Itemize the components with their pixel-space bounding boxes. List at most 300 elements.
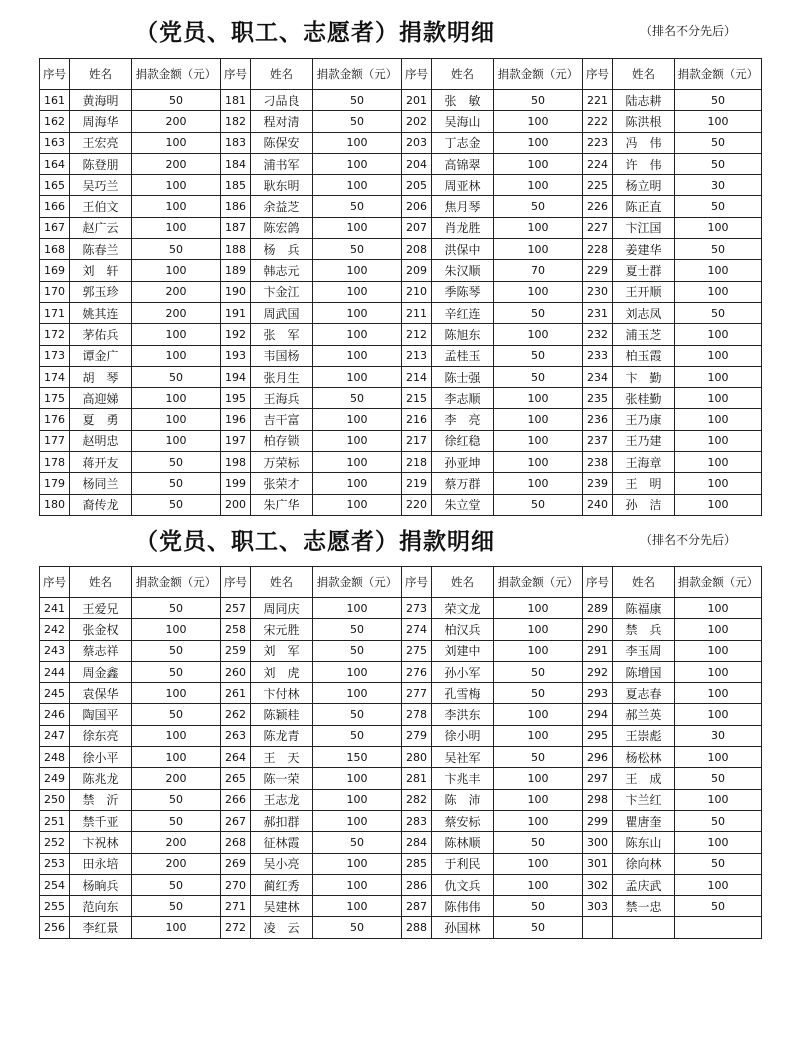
amount-cell: 50 bbox=[313, 388, 402, 409]
name-cell: 孙 洁 bbox=[613, 494, 675, 515]
amount-cell: 100 bbox=[494, 874, 583, 895]
table-row bbox=[40, 345, 762, 366]
serial-number-cell: 198 bbox=[221, 452, 251, 473]
serial-number-cell: 267 bbox=[221, 810, 251, 831]
serial-number-cell: 281 bbox=[402, 768, 432, 789]
serial-number-cell: 201 bbox=[402, 90, 432, 111]
name-cell: 冯 伟 bbox=[613, 132, 675, 153]
name-cell: 韩志元 bbox=[251, 260, 313, 281]
amount-cell: 50 bbox=[313, 704, 402, 725]
serial-number-cell: 266 bbox=[221, 789, 251, 810]
amount-cell: 50 bbox=[313, 239, 402, 260]
name-cell: 孙国林 bbox=[432, 917, 494, 938]
amount-cell: 50 bbox=[313, 832, 402, 853]
amount-cell: 100 bbox=[313, 324, 402, 345]
table-row bbox=[40, 725, 762, 746]
name-cell: 肖龙胜 bbox=[432, 217, 494, 238]
amount-cell: 200 bbox=[132, 302, 221, 323]
serial-number-cell: 290 bbox=[583, 619, 613, 640]
name-cell: 朱汉顺 bbox=[432, 260, 494, 281]
amount-cell: 100 bbox=[313, 874, 402, 895]
serial-number-cell: 272 bbox=[221, 917, 251, 938]
serial-number-cell: 223 bbox=[583, 132, 613, 153]
amount-cell: 50 bbox=[494, 683, 583, 704]
name-cell: 卞祝林 bbox=[70, 832, 132, 853]
amount-cell: 50 bbox=[675, 768, 762, 789]
amount-cell: 100 bbox=[313, 281, 402, 302]
amount-cell: 50 bbox=[675, 810, 762, 831]
amount-cell: 50 bbox=[494, 196, 583, 217]
table-row bbox=[40, 810, 762, 831]
amount-cell: 50 bbox=[494, 661, 583, 682]
name-header: 姓名 bbox=[613, 59, 675, 90]
name-cell: 韦国杨 bbox=[251, 345, 313, 366]
name-cell: 李志顺 bbox=[432, 388, 494, 409]
serial-number-cell: 197 bbox=[221, 430, 251, 451]
serial-number-cell: 161 bbox=[40, 90, 70, 111]
name-cell: 王海兵 bbox=[251, 388, 313, 409]
amount-cell: 100 bbox=[675, 217, 762, 238]
amount-cell: 100 bbox=[675, 452, 762, 473]
serial-number-cell: 176 bbox=[40, 409, 70, 430]
name-cell: 蔺红秀 bbox=[251, 874, 313, 895]
name-cell: 周武国 bbox=[251, 302, 313, 323]
amount-cell: 100 bbox=[494, 324, 583, 345]
amount-cell: 100 bbox=[675, 260, 762, 281]
serial-number-cell: 243 bbox=[40, 640, 70, 661]
name-cell: 周同庆 bbox=[251, 598, 313, 619]
serial-number-cell: 289 bbox=[583, 598, 613, 619]
table-row bbox=[40, 619, 762, 640]
serial-number-cell: 233 bbox=[583, 345, 613, 366]
amount-cell: 100 bbox=[675, 281, 762, 302]
serial-number-cell: 256 bbox=[40, 917, 70, 938]
table-row bbox=[40, 704, 762, 725]
amount-cell: 100 bbox=[313, 896, 402, 917]
serial-number-cell: 206 bbox=[402, 196, 432, 217]
serial-number-cell: 177 bbox=[40, 430, 70, 451]
name-cell: 王开顺 bbox=[613, 281, 675, 302]
name-cell: 陈洪根 bbox=[613, 111, 675, 132]
name-cell: 王崇彪 bbox=[613, 725, 675, 746]
amount-cell: 50 bbox=[132, 874, 221, 895]
serial-number-cell: 252 bbox=[40, 832, 70, 853]
amount-cell: 100 bbox=[494, 452, 583, 473]
table-row bbox=[40, 452, 762, 473]
serial-number-cell: 214 bbox=[402, 366, 432, 387]
amount-cell: 50 bbox=[494, 90, 583, 111]
name-cell: 姜建华 bbox=[613, 239, 675, 260]
name-cell: 陈旭东 bbox=[432, 324, 494, 345]
amount-cell: 70 bbox=[494, 260, 583, 281]
name-cell: 陈东山 bbox=[613, 832, 675, 853]
name-cell: 刘建中 bbox=[432, 640, 494, 661]
table-row bbox=[40, 302, 762, 323]
amount-cell: 100 bbox=[494, 132, 583, 153]
name-cell: 高迎娣 bbox=[70, 388, 132, 409]
donation-table bbox=[39, 566, 762, 939]
serial-number-cell: 212 bbox=[402, 324, 432, 345]
amount-cell: 100 bbox=[675, 388, 762, 409]
name-cell: 张金权 bbox=[70, 619, 132, 640]
serial-number-cell: 189 bbox=[221, 260, 251, 281]
name-cell: 杨立明 bbox=[613, 175, 675, 196]
serial-number-cell: 288 bbox=[402, 917, 432, 938]
amount-header: 捐款金额（元） bbox=[675, 59, 762, 90]
name-cell: 柏汉兵 bbox=[432, 619, 494, 640]
amount-cell: 100 bbox=[132, 345, 221, 366]
serial-number-cell: 303 bbox=[583, 896, 613, 917]
name-cell: 蔡万群 bbox=[432, 473, 494, 494]
serial-number-cell: 255 bbox=[40, 896, 70, 917]
serial-number-cell: 203 bbox=[402, 132, 432, 153]
serial-number-cell: 219 bbox=[402, 473, 432, 494]
name-cell: 吴巧兰 bbox=[70, 175, 132, 196]
serial-number-cell: 300 bbox=[583, 832, 613, 853]
name-cell: 陈正直 bbox=[613, 196, 675, 217]
name-cell: 张 敏 bbox=[432, 90, 494, 111]
amount-cell: 100 bbox=[313, 683, 402, 704]
amount-cell: 50 bbox=[675, 90, 762, 111]
amount-cell: 100 bbox=[132, 683, 221, 704]
name-header: 姓名 bbox=[432, 59, 494, 90]
amount-cell: 100 bbox=[675, 619, 762, 640]
name-cell: 陈春兰 bbox=[70, 239, 132, 260]
name-cell: 孟庆武 bbox=[613, 874, 675, 895]
serial-number-cell: 258 bbox=[221, 619, 251, 640]
serial-number-cell: 226 bbox=[583, 196, 613, 217]
name-cell: 陈福康 bbox=[613, 598, 675, 619]
amount-cell: 200 bbox=[132, 153, 221, 174]
serial-number-cell: 205 bbox=[402, 175, 432, 196]
name-cell: 吴小亮 bbox=[251, 853, 313, 874]
serial-number-cell: 182 bbox=[221, 111, 251, 132]
serial-number-cell: 239 bbox=[583, 473, 613, 494]
name-cell: 卞兆丰 bbox=[432, 768, 494, 789]
amount-cell: 50 bbox=[313, 111, 402, 132]
serial-number-cell: 238 bbox=[583, 452, 613, 473]
serial-number-cell: 169 bbox=[40, 260, 70, 281]
table-row bbox=[40, 917, 762, 938]
amount-cell: 100 bbox=[313, 132, 402, 153]
amount-cell: 100 bbox=[675, 324, 762, 345]
name-cell: 陈兆龙 bbox=[70, 768, 132, 789]
name-cell: 吉干富 bbox=[251, 409, 313, 430]
serial-number-cell: 166 bbox=[40, 196, 70, 217]
amount-header: 捐款金额（元） bbox=[675, 567, 762, 598]
amount-cell: 100 bbox=[494, 217, 583, 238]
name-cell: 焦月琴 bbox=[432, 196, 494, 217]
amount-cell: 50 bbox=[494, 494, 583, 515]
ranking-note: （排名不分先后） bbox=[640, 24, 737, 38]
header-row bbox=[40, 567, 762, 598]
name-cell: 陶国平 bbox=[70, 704, 132, 725]
amount-cell: 100 bbox=[675, 661, 762, 682]
serial-number-cell: 294 bbox=[583, 704, 613, 725]
table-row bbox=[40, 409, 762, 430]
serial-number-cell: 184 bbox=[221, 153, 251, 174]
serial-number-cell: 283 bbox=[402, 810, 432, 831]
serial-number-cell: 209 bbox=[402, 260, 432, 281]
name-cell: 卞江国 bbox=[613, 217, 675, 238]
serial-number-cell: 181 bbox=[221, 90, 251, 111]
serial-number-cell: 190 bbox=[221, 281, 251, 302]
name-cell: 浦书军 bbox=[251, 153, 313, 174]
name-cell: 周海华 bbox=[70, 111, 132, 132]
name-cell: 李洪东 bbox=[432, 704, 494, 725]
serial-number-cell: 173 bbox=[40, 345, 70, 366]
serial-number-cell: 187 bbox=[221, 217, 251, 238]
amount-cell: 50 bbox=[494, 345, 583, 366]
serial-number-header: 序号 bbox=[221, 59, 251, 90]
name-cell: 王乃建 bbox=[613, 430, 675, 451]
amount-cell: 100 bbox=[132, 725, 221, 746]
serial-number-cell: 208 bbox=[402, 239, 432, 260]
amount-cell: 100 bbox=[675, 747, 762, 768]
amount-cell: 100 bbox=[313, 494, 402, 515]
serial-number-cell: 196 bbox=[221, 409, 251, 430]
serial-number-header: 序号 bbox=[40, 59, 70, 90]
name-header: 姓名 bbox=[613, 567, 675, 598]
table-row bbox=[40, 111, 762, 132]
serial-number-cell: 210 bbox=[402, 281, 432, 302]
name-cell: 陈龙青 bbox=[251, 725, 313, 746]
amount-cell: 100 bbox=[313, 768, 402, 789]
serial-number-cell: 237 bbox=[583, 430, 613, 451]
table-row bbox=[40, 832, 762, 853]
amount-cell: 100 bbox=[313, 217, 402, 238]
amount-cell: 100 bbox=[675, 598, 762, 619]
name-cell: 张荣才 bbox=[251, 473, 313, 494]
serial-number-header: 序号 bbox=[583, 567, 613, 598]
name-cell: 浦玉芝 bbox=[613, 324, 675, 345]
amount-cell: 100 bbox=[675, 473, 762, 494]
serial-number-cell: 291 bbox=[583, 640, 613, 661]
amount-cell: 30 bbox=[675, 175, 762, 196]
name-cell: 杨同兰 bbox=[70, 473, 132, 494]
amount-cell: 100 bbox=[494, 409, 583, 430]
amount-cell: 100 bbox=[132, 747, 221, 768]
serial-number-cell: 268 bbox=[221, 832, 251, 853]
serial-number-cell: 271 bbox=[221, 896, 251, 917]
name-cell: 陈伟伟 bbox=[432, 896, 494, 917]
name-cell: 陈士强 bbox=[432, 366, 494, 387]
serial-number-cell: 229 bbox=[583, 260, 613, 281]
amount-cell: 100 bbox=[494, 704, 583, 725]
amount-cell: 100 bbox=[132, 917, 221, 938]
amount-cell: 100 bbox=[313, 302, 402, 323]
name-cell: 卞 勤 bbox=[613, 366, 675, 387]
name-cell: 王 成 bbox=[613, 768, 675, 789]
serial-number-cell: 195 bbox=[221, 388, 251, 409]
serial-number-cell: 253 bbox=[40, 853, 70, 874]
amount-cell: 100 bbox=[494, 640, 583, 661]
name-cell: 胡 琴 bbox=[70, 366, 132, 387]
amount-cell: 200 bbox=[132, 111, 221, 132]
table-row bbox=[40, 683, 762, 704]
serial-number-cell: 292 bbox=[583, 661, 613, 682]
table-row bbox=[40, 853, 762, 874]
name-cell: 徐东亮 bbox=[70, 725, 132, 746]
serial-number-cell: 228 bbox=[583, 239, 613, 260]
name-cell: 卞兰红 bbox=[613, 789, 675, 810]
serial-number-cell: 200 bbox=[221, 494, 251, 515]
name-cell: 陆志耕 bbox=[613, 90, 675, 111]
name-cell: 柏存锁 bbox=[251, 430, 313, 451]
amount-cell: 50 bbox=[132, 704, 221, 725]
name-cell: 朱立堂 bbox=[432, 494, 494, 515]
amount-cell: 100 bbox=[675, 409, 762, 430]
amount-cell: 50 bbox=[675, 196, 762, 217]
serial-number-header: 序号 bbox=[221, 567, 251, 598]
name-cell: 仇文兵 bbox=[432, 874, 494, 895]
serial-number-cell: 207 bbox=[402, 217, 432, 238]
serial-number-cell: 265 bbox=[221, 768, 251, 789]
serial-number-cell: 213 bbox=[402, 345, 432, 366]
serial-number-cell: 242 bbox=[40, 619, 70, 640]
table-row bbox=[40, 598, 762, 619]
serial-number-cell: 257 bbox=[221, 598, 251, 619]
name-cell: 吴海山 bbox=[432, 111, 494, 132]
amount-cell: 100 bbox=[313, 473, 402, 494]
amount-cell: 100 bbox=[132, 409, 221, 430]
amount-cell: 50 bbox=[313, 917, 402, 938]
name-cell: 禁一忠 bbox=[613, 896, 675, 917]
name-cell: 周亚林 bbox=[432, 175, 494, 196]
serial-number-cell: 247 bbox=[40, 725, 70, 746]
name-cell: 耿东明 bbox=[251, 175, 313, 196]
name-cell: 陈一荣 bbox=[251, 768, 313, 789]
serial-number-cell: 170 bbox=[40, 281, 70, 302]
name-cell: 余益芝 bbox=[251, 196, 313, 217]
serial-number-cell: 225 bbox=[583, 175, 613, 196]
amount-cell: 100 bbox=[313, 366, 402, 387]
name-cell: 刘 军 bbox=[251, 640, 313, 661]
table-row bbox=[40, 747, 762, 768]
name-cell: 张月生 bbox=[251, 366, 313, 387]
amount-cell: 100 bbox=[313, 260, 402, 281]
table-row bbox=[40, 789, 762, 810]
name-cell: 凌 云 bbox=[251, 917, 313, 938]
name-cell: 周金鑫 bbox=[70, 661, 132, 682]
name-cell: 陈林顺 bbox=[432, 832, 494, 853]
name-header: 姓名 bbox=[251, 59, 313, 90]
serial-number-cell: 245 bbox=[40, 683, 70, 704]
serial-number-cell: 278 bbox=[402, 704, 432, 725]
name-cell: 陈 沛 bbox=[432, 789, 494, 810]
name-cell: 宋元胜 bbox=[251, 619, 313, 640]
amount-cell: 50 bbox=[132, 640, 221, 661]
name-cell: 姚其连 bbox=[70, 302, 132, 323]
serial-number-cell: 270 bbox=[221, 874, 251, 895]
serial-number-cell: 234 bbox=[583, 366, 613, 387]
name-cell: 王宏亮 bbox=[70, 132, 132, 153]
name-cell: 杨松林 bbox=[613, 747, 675, 768]
serial-number-cell: 222 bbox=[583, 111, 613, 132]
table-row bbox=[40, 640, 762, 661]
amount-cell: 100 bbox=[494, 810, 583, 831]
name-cell: 万荣标 bbox=[251, 452, 313, 473]
serial-number-cell: 241 bbox=[40, 598, 70, 619]
table-row bbox=[40, 896, 762, 917]
serial-number-cell: 199 bbox=[221, 473, 251, 494]
name-cell: 陈保安 bbox=[251, 132, 313, 153]
amount-cell: 100 bbox=[675, 683, 762, 704]
name-cell: 禁 沂 bbox=[70, 789, 132, 810]
serial-number-cell: 180 bbox=[40, 494, 70, 515]
amount-cell: 50 bbox=[313, 640, 402, 661]
serial-number-cell: 188 bbox=[221, 239, 251, 260]
serial-number-cell: 279 bbox=[402, 725, 432, 746]
amount-cell: 50 bbox=[494, 917, 583, 938]
table-row bbox=[40, 153, 762, 174]
amount-cell: 100 bbox=[494, 725, 583, 746]
serial-number-cell: 172 bbox=[40, 324, 70, 345]
serial-number-cell: 183 bbox=[221, 132, 251, 153]
serial-number-cell: 193 bbox=[221, 345, 251, 366]
table-row bbox=[40, 90, 762, 111]
amount-header: 捐款金额（元） bbox=[313, 59, 402, 90]
name-cell: 王乃康 bbox=[613, 409, 675, 430]
amount-cell: 100 bbox=[313, 810, 402, 831]
name-cell: 郝扣群 bbox=[251, 810, 313, 831]
table-row bbox=[40, 661, 762, 682]
amount-cell: 100 bbox=[132, 324, 221, 345]
name-cell: 蔡安标 bbox=[432, 810, 494, 831]
serial-number-cell: 277 bbox=[402, 683, 432, 704]
amount-cell: 100 bbox=[494, 473, 583, 494]
serial-number-cell: 220 bbox=[402, 494, 432, 515]
serial-number-cell: 221 bbox=[583, 90, 613, 111]
name-cell: 高锦翠 bbox=[432, 153, 494, 174]
serial-number-cell: 202 bbox=[402, 111, 432, 132]
table-row bbox=[40, 281, 762, 302]
name-cell: 陈宏鸽 bbox=[251, 217, 313, 238]
name-cell: 范向东 bbox=[70, 896, 132, 917]
name-cell: 裔传龙 bbox=[70, 494, 132, 515]
amount-cell: 100 bbox=[313, 661, 402, 682]
amount-cell: 100 bbox=[494, 768, 583, 789]
name-cell: 茅佑兵 bbox=[70, 324, 132, 345]
name-cell: 李 亮 bbox=[432, 409, 494, 430]
table-row bbox=[40, 132, 762, 153]
table-row bbox=[40, 366, 762, 387]
table-row bbox=[40, 388, 762, 409]
amount-cell: 100 bbox=[494, 598, 583, 619]
amount-cell: 100 bbox=[675, 789, 762, 810]
table-row bbox=[40, 768, 762, 789]
serial-number-cell: 287 bbox=[402, 896, 432, 917]
serial-number-cell: 274 bbox=[402, 619, 432, 640]
name-cell: 卞付林 bbox=[251, 683, 313, 704]
name-cell: 徐向林 bbox=[613, 853, 675, 874]
serial-number-cell: 218 bbox=[402, 452, 432, 473]
amount-cell: 50 bbox=[494, 896, 583, 917]
amount-cell: 100 bbox=[675, 704, 762, 725]
name-cell: 柏玉霞 bbox=[613, 345, 675, 366]
serial-number-cell: 216 bbox=[402, 409, 432, 430]
serial-number-cell: 191 bbox=[221, 302, 251, 323]
name-cell: 吴社军 bbox=[432, 747, 494, 768]
amount-cell: 100 bbox=[675, 111, 762, 132]
table-row bbox=[40, 196, 762, 217]
amount-cell: 50 bbox=[675, 153, 762, 174]
amount-cell: 100 bbox=[313, 853, 402, 874]
table-row bbox=[40, 260, 762, 281]
name-cell: 田永培 bbox=[70, 853, 132, 874]
name-cell: 瞿唐奎 bbox=[613, 810, 675, 831]
serial-number-cell: 174 bbox=[40, 366, 70, 387]
